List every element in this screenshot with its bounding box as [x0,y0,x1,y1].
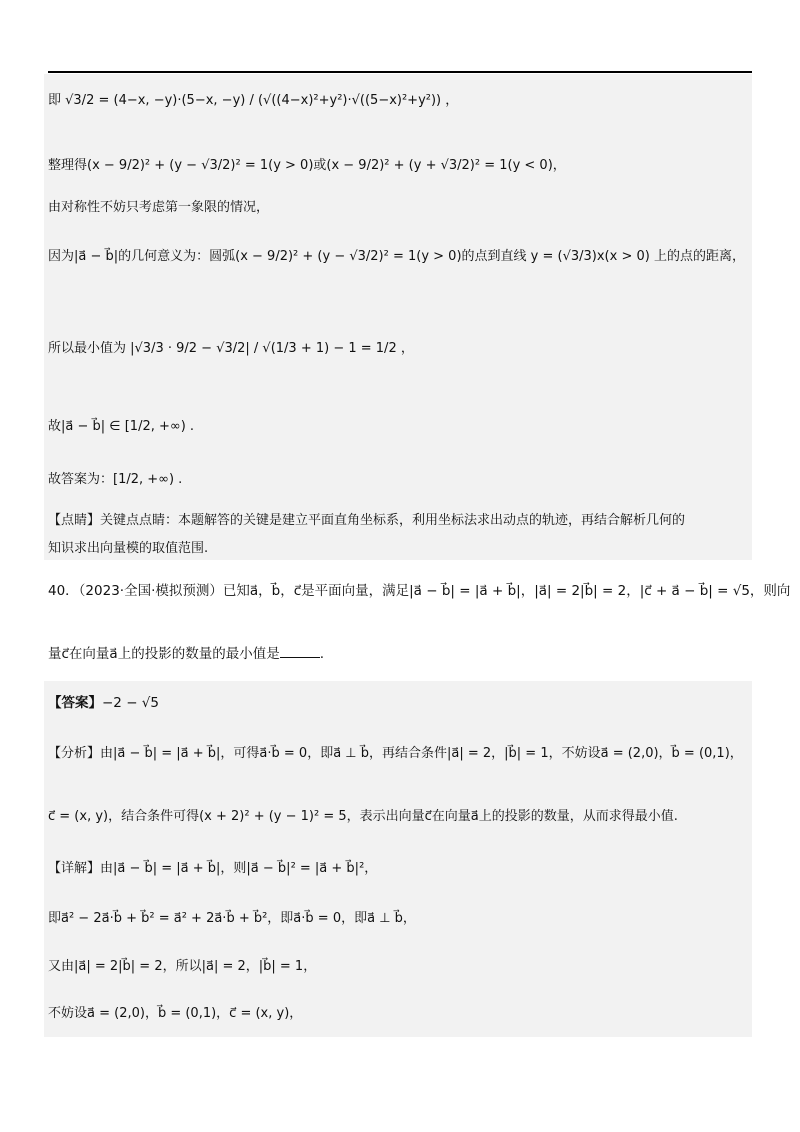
answer-value: −2 − √5 [102,695,159,711]
detail-line-1: 【详解】由|a⃗ − b⃗| = |a⃗ + b⃗|，则|a⃗ − b⃗|² = |a⃗ + b⃗|²， [48,861,378,876]
detail-line-3: 又由|a⃗| = 2|b⃗| = 2，所以|a⃗| = 2，|b⃗| = 1， [48,959,317,974]
top-rule [48,71,752,73]
detail-line-2: 即a⃗² − 2a⃗·b⃗ + b⃗² = a⃗² + 2a⃗·b⃗ + b⃗²，即a⃗·b⃗ = 0，即a⃗ ⊥ b⃗， [48,911,416,926]
sol39-line-9: 知识求出向量模的取值范围. [48,541,209,556]
sol39-line-4: 因为|a⃗ − b⃗|的几何意义为：圆弧(x − 9/2)² + (y − √3/2)² = 1(y > 0)的点到直线 y = (√3/3)x(x > 0) 上的点的距离， [48,249,745,264]
question-40-text: 量c⃗在向量a⃗上的投影的数量的最小值是 [48,646,280,662]
sol39-line-8: 【点睛】关键点点睛：本题解答的关键是建立平面直角坐标系，利用坐标法求出动点的轨迹，再结合解析几何的 [48,513,686,528]
sol39-line-1: 即 √3/2 = (4−x, −y)·(5−x, −y) / (√((4−x)²+y²)·√((5−x)²+y²)) ， [48,93,459,108]
detail-line-4: 不妨设a⃗ = (2,0)，b⃗ = (0,1)，c⃗ = (x, y)， [48,1006,303,1021]
analysis-line-1: 【分析】由|a⃗ − b⃗| = |a⃗ + b⃗|，可得a⃗·b⃗ = 0，即a⃗ ⊥ b⃗，再结合条件|a⃗| = 2，|b⃗| = 1，不妨设a⃗ = (2,0)，b⃗ = (0,1)， [48,746,743,761]
answer-line [48,694,159,712]
sol39-line-5: 所以最小值为 |√3/3 · 9/2 − √3/2| / √(1/3 + 1) − 1 = 1/2 ， [48,341,414,356]
question-40-line-2 [48,645,324,663]
answer-label: 【答案】 [48,695,102,711]
question-40-line-1: 40．（2023·全国·模拟预测）已知a⃗，b⃗，c⃗是平面向量，满足|a⃗ − b⃗| = |a⃗ + b⃗|，|a⃗| = 2|b⃗| = 2，|c⃗ + a⃗ − b⃗| = √5，则向 [48,583,791,599]
analysis-line-2: c⃗ = (x, y)，结合条件可得(x + 2)² + (y − 1)² = 5，表示出向量c⃗在向量a⃗上的投影的数量，从而求得最小值. [48,809,678,824]
answer-blank [280,645,320,658]
sol39-line-3: 由对称性不妨只考虑第一象限的情况， [48,200,270,215]
solution-40-background [44,681,752,1037]
question-40-end: . [319,646,324,662]
sol39-line-6: 故|a⃗ − b⃗| ∈ [1/2, +∞) . [48,419,195,434]
sol39-line-7: 故答案为：[1/2, +∞) . [48,472,183,487]
sol39-line-2: 整理得(x − 9/2)² + (y − √3/2)² = 1(y > 0)或(x − 9/2)² + (y + √3/2)² = 1(y < 0)， [48,158,566,173]
